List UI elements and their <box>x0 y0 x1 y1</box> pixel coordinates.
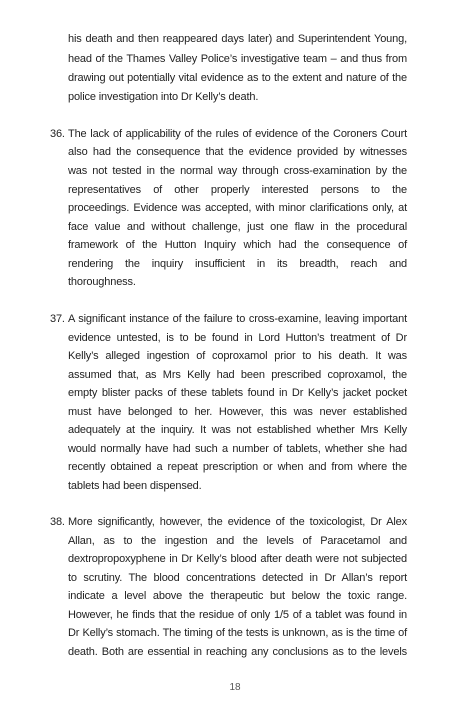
paragraph-number: 37. <box>50 313 65 325</box>
continuation-line: police investigation into Dr Kelly’s death. <box>68 91 259 103</box>
paragraph-line: death. Both are essential in reaching any conclusions as to the levels <box>68 646 407 658</box>
paragraph-line: recently obtained a repeat prescription or when and from where the <box>68 461 407 473</box>
paragraph-line: dextropropoxyphene in Dr Kelly’s blood after death were not subjected <box>68 553 407 565</box>
paragraph-line: to scrutiny. The blood concentrations detected in Dr Allan’s report <box>68 572 407 584</box>
paragraph-line: indicate a level above the therapeutic but below the toxic range. <box>68 590 407 602</box>
paragraph-line: Allan, as to the ingestion and the levels of Paracetamol and <box>68 535 407 547</box>
paragraph-line: tablets had been dispensed. <box>68 480 202 492</box>
paragraph-line: framework of the Hutton Inquiry which had the consequence of <box>68 239 407 251</box>
paragraph-line: More significantly, however, the evidence of the toxicologist, Dr Alex <box>68 516 407 528</box>
paragraph-line: face value and without challenge, just one flaw in the procedural <box>68 221 407 233</box>
paragraph-number: 36. <box>50 128 65 140</box>
paragraph-line: evidence untested, is to be found in Lord Hutton’s treatment of Dr <box>68 332 407 344</box>
paragraph-line: also had the consequence that the evidence provided by witnesses <box>68 146 407 158</box>
paragraph-line: was not tested in the normal way through cross-examination by the <box>68 165 407 177</box>
continuation-line: drawing out potentially vital evidence as to the extent and nature of the <box>68 72 407 84</box>
paragraph-line: The lack of applicability of the rules of evidence of the Coroners Court <box>68 128 407 140</box>
continuation-line: his death and then reappeared days later) and Superintendent Young, <box>68 33 407 45</box>
paragraph-line: must have belonged to her. However, this was never established <box>68 406 407 418</box>
paragraph-line: proceedings. Evidence was accepted, with minor clarifications only, at <box>68 202 407 214</box>
paragraph-line: However, he finds that the residue of only 1/5 of a tablet was found in <box>68 609 407 621</box>
paragraph-line: empty blister packs of these tablets found in Dr Kelly’s jacket pocket <box>68 387 407 399</box>
paragraph-line: Dr Kelly’s stomach. The timing of the tests is unknown, as is the time of <box>68 627 407 639</box>
paragraph-line: adequately at the inquiry. It was not established whether Mrs Kelly <box>68 424 407 436</box>
paragraph-line: assumed that, as Mrs Kelly had been prescribed coproxamol, the <box>68 369 407 381</box>
paragraph-line: thoroughness. <box>68 276 136 288</box>
page-number: 18 <box>229 682 241 693</box>
paragraph-line: representatives of other properly interested persons to the <box>68 184 407 196</box>
paragraph-number: 38. <box>50 516 65 528</box>
paragraph-line: would normally have had such a number of tablets, whether she had <box>68 443 407 455</box>
continuation-line: head of the Thames Valley Police’s investigative team – and thus from <box>68 53 407 65</box>
paragraph-line: Kelly’s alleged ingestion of coproxamol prior to his death. It was <box>68 350 407 362</box>
paragraph-line: rendering the inquiry insufficient in its breadth, reach and <box>68 258 407 270</box>
paragraph-line: A significant instance of the failure to cross-examine, leaving important <box>68 313 407 325</box>
